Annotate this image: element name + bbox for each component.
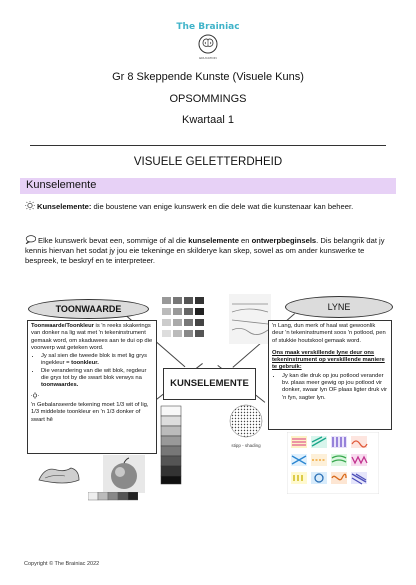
kunselemente-center: KUNSELEMENTE [163, 368, 256, 400]
toonwaarde-bullet-2 [41, 368, 153, 390]
tone-bar-image [88, 492, 138, 502]
lightbulb-icon [31, 392, 39, 399]
intro-bold-b: ontwerpbeginsels [251, 236, 317, 245]
intro-bold-a: kunselemente [188, 236, 239, 245]
intro-text-c: . Dis belangrik dat jy kennis hiervan het sodat jy jou eie tekeninge en skilderye kan skep, sowel as om ander kunswerke te bespreek, te beskryf en te interpreteer. [25, 236, 385, 266]
toonwaarde-tip-text: 'n Gebalanseerde tekening moet 1/3 wit of lig, 1/3 middelste toonkleur en 'n 1/3 donker of swart hê [31, 401, 149, 423]
definition-text: die boustene van enige kunswerk en die dele wat die kunstenaar kan beheer. [91, 202, 354, 211]
stipple-sphere-image [225, 402, 267, 450]
divider [30, 145, 386, 146]
line-types-image [287, 432, 379, 494]
doc-term: Kwartaal 1 [182, 114, 234, 126]
tone-swatches-image [160, 295, 216, 347]
section-band [20, 178, 396, 194]
toonwaarde-term: Toonwaarde/Toonkleur [31, 323, 94, 329]
lyne-heading: Ons maak verskillende lyne deur ons tekeninstrument op verskillende maniere te gebruik: [272, 349, 385, 371]
sketch-apple-image [103, 455, 145, 493]
brand-name: The Brainiac [176, 22, 240, 32]
copyright-footer: Copyright © The Brainiac 2022 [24, 561, 100, 567]
brain-logo-icon [197, 33, 219, 55]
toonwaarde-bullet-2-text: Die verandering van die wit blok, regdeur die grys tot by die swart blok verwys na [41, 367, 147, 382]
intro-text-b: en [238, 236, 252, 245]
paragraph-intro [25, 235, 391, 267]
toonwaarde-definition: is 'n reeks skakerings van donker na lig wat met 'n tekeninstrument gemaak word, om skaduwees aan te dui op die voorwerp wat geteken word. [31, 323, 153, 351]
toonwaarde-oval: TOONWAARDE [28, 299, 149, 319]
intro-text-a: Elke kunswerk bevat een, sommige of al die [38, 236, 189, 245]
lyne-oval: LYNE [285, 296, 393, 318]
doc-subtitle: OPSOMMINGS [169, 93, 247, 105]
speech-bubble-icon [25, 235, 36, 244]
stipple-caption: stipp - shading [231, 443, 261, 448]
paragraph-definition [25, 201, 391, 212]
logo-caption: EDUCATION [199, 56, 217, 60]
lyne-box [268, 320, 392, 430]
section-title: VISUELE GELETTERDHEID [133, 156, 283, 168]
toonwaarde-bullet-1 [41, 353, 153, 368]
sketch-shoe-image [35, 458, 83, 490]
term-kunselemente: Kunselemente: [37, 202, 92, 211]
doc-title: Gr 8 Skeppende Kunste (Visuele Kuns) [112, 71, 304, 83]
band-title: Kunselemente [26, 179, 97, 191]
toonwaarde-bullet-1-bold: toonkleur. [71, 360, 99, 367]
lyne-bullet: • Jy kan die druk op jou potlood verander bv. plaas meer gewig op jou potlood vir donker, swaar lyn OF plaas ligter druk vir 'n fyn, sagter lyn. [282, 373, 388, 402]
line-sketch-image [229, 294, 271, 344]
toonwaarde-bullet-1-text: Jy sal sien die tweede blok is met lig grys ingekleur = [41, 353, 147, 367]
lightbulb-icon [25, 201, 35, 210]
lyne-definition: 'n Lang, dun merk of haal wat gewoonlik deur 'n tekeninstrument soos 'n potlood, pen of stukkie houtskool gemaak word. [272, 323, 386, 344]
toonwaarde-bullet-2-bold: toonwaardes. [41, 382, 79, 389]
tone-scale-image [160, 405, 182, 485]
toonwaarde-box [27, 320, 157, 454]
toonwaarde-tip [31, 392, 153, 424]
